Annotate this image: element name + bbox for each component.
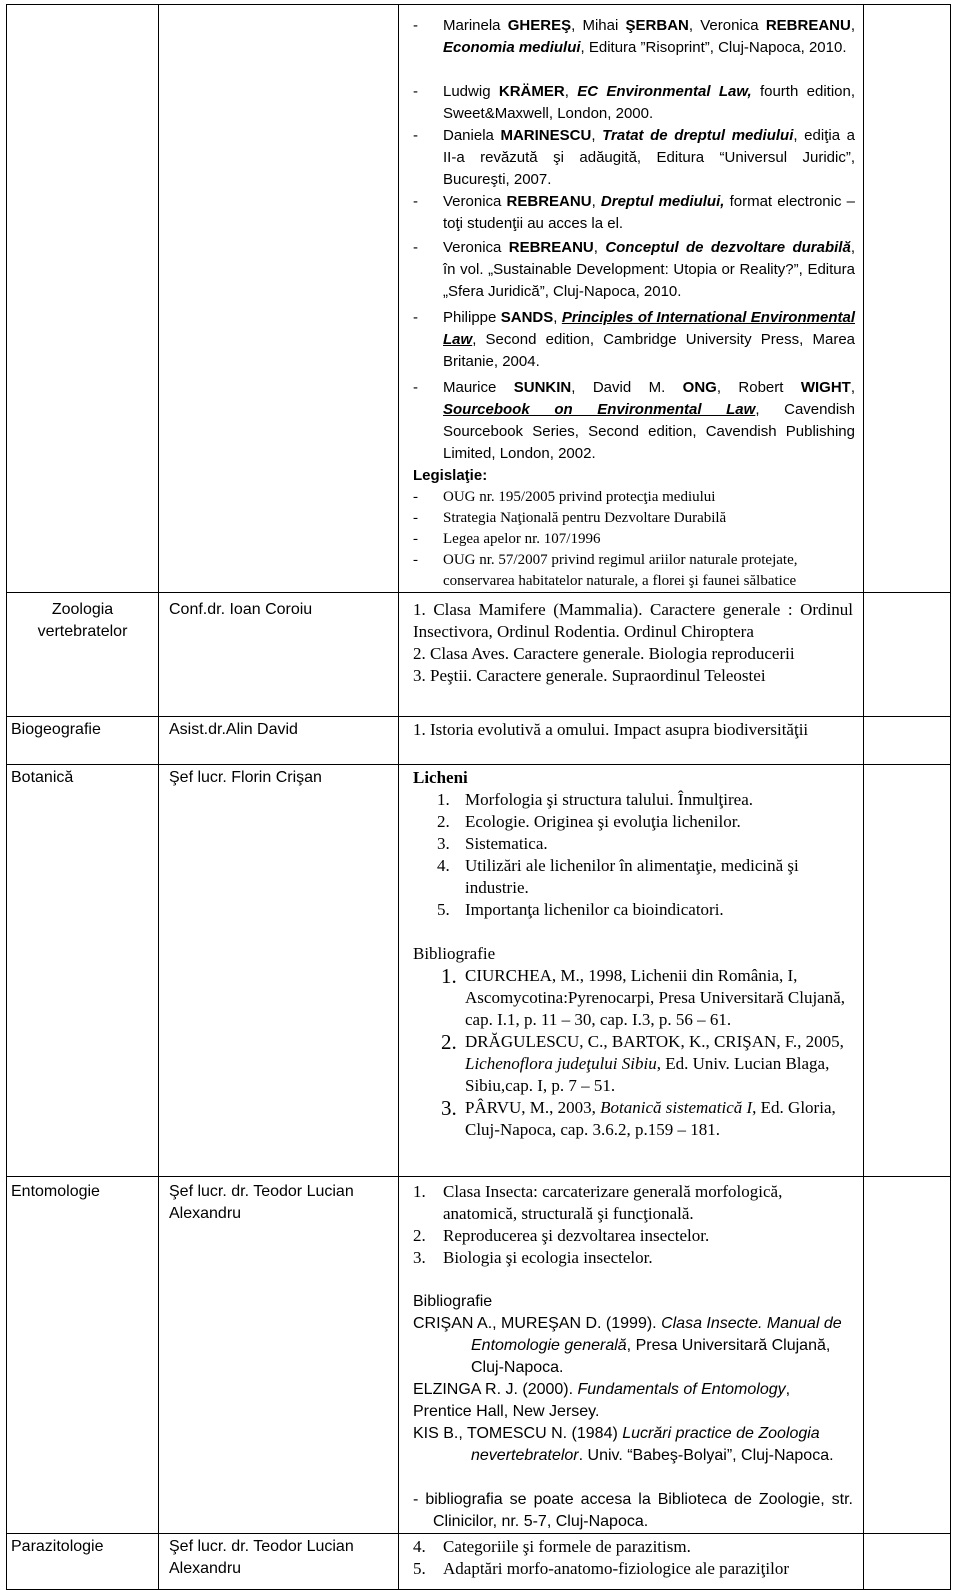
discipline-cell — [7, 1534, 159, 1590]
content-cell — [399, 765, 864, 1177]
legislation-item: - Strategia Naţională pentru Dezvoltare Durabilă — [399, 508, 853, 529]
discipline-cell — [7, 593, 159, 717]
list-item: 2. Ecologie. Originea şi evoluţia lichenilor. — [437, 812, 741, 831]
list-item: 4. Utilizări ale lichenilor în alimentaţie, medicină şi industrie. — [437, 856, 799, 897]
empty-cell — [864, 5, 951, 593]
table-row-parazitologie — [7, 1534, 951, 1590]
teacher-cell — [159, 593, 399, 717]
teacher-name: Şef lucr. dr. Teodor Lucian Alexandru — [169, 1183, 354, 1222]
discipline-cell — [7, 717, 159, 765]
discipline-cell — [7, 5, 159, 593]
list-item: 5. Adaptări morfo-anatomo-fiziologice ale paraziţilor — [413, 1559, 789, 1578]
bibliography-item: 1. CIURCHEA, M., 1998, Lichenii din România, I, Ascomycotina:Pyrenocarpi, Presa Universitară Clujană, cap. I.1, p. 11 – 30, cap. I.3, p. 56 – 61. — [441, 964, 846, 1029]
empty-cell — [864, 593, 951, 717]
teacher-name: Şef lucr. Florin Crişan — [169, 769, 322, 786]
legislation-item: - OUG nr. 57/2007 privind regimul ariilor naturale protejate, conservarea habitatelor naturale, a florei şi faunei sălbatice — [399, 550, 853, 592]
teacher-name: Conf.dr. Ioan Coroiu — [169, 601, 313, 618]
teacher-cell — [159, 1177, 399, 1534]
discipline-name: Biogeografie — [11, 721, 101, 738]
reference-item: - Ludwig KRÄMER, EC Environmental Law, fourth edition, Sweet&Maxwell, London, 2000. — [399, 81, 863, 125]
bibliography-item: 3. PÂRVU, M., 2003, Botanică sistematică I, Ed. Gloria, Cluj-Napoca, cap. 3.6.2, p.159 – 181. — [441, 1096, 836, 1139]
list-item: 2. Reproducerea şi dezvoltarea insectelor. — [413, 1226, 710, 1245]
legislation-item: - OUG nr. 195/2005 privind protecţia mediului — [399, 487, 853, 508]
list-item: 3. Sistematica. — [437, 834, 548, 853]
section-heading: Licheni — [413, 768, 468, 787]
discipline-name: Entomologie — [11, 1183, 100, 1200]
teacher-name: Asist.dr.Alin David — [169, 721, 298, 738]
bibliography-item: KIS B., TOMESCU N. (1984) Lucrări practice de Zoologia nevertebratelor. Univ. “Babeş-Bolyai”, Cluj-Napoca. — [413, 1425, 834, 1464]
table-row-biogeografie — [7, 717, 951, 765]
discipline-name: Parazitologie — [11, 1538, 104, 1555]
reference-item: - Maurice SUNKIN, David M. ONG, Robert WIGHT, Sourcebook on Environmental Law, Cavendish Sourcebook Series, Second edition, Cavendish Publishing Limited, London, 2002. — [399, 377, 863, 465]
list-item: 1. Clasa Insecta: carcaterizare generală morfologică, anatomică, structurală şi funcţională. — [413, 1182, 783, 1223]
empty-cell — [864, 1534, 951, 1590]
teacher-cell — [159, 717, 399, 765]
table-row-zoologia — [7, 593, 951, 717]
content-cell — [399, 5, 864, 593]
syllabus-table — [6, 4, 951, 1590]
list-item: 3. Biologia şi ecologia insectelor. — [413, 1248, 653, 1267]
topic-line: 2. Clasa Aves. Caractere generale. Biologia reproducerii — [413, 644, 795, 663]
teacher-cell — [159, 1534, 399, 1590]
empty-cell — [864, 1177, 951, 1534]
discipline-cell — [7, 1177, 159, 1534]
content-cell — [399, 593, 864, 717]
topic-line: 3. Peştii. Caractere generale. Supraordinul Teleostei — [413, 666, 766, 685]
list-item: 5. Importanţa lichenilor ca bioindicatori. — [437, 900, 724, 919]
bibliography-title: Bibliografie — [413, 944, 496, 963]
teacher-cell — [159, 5, 399, 593]
content-cell — [399, 1177, 864, 1534]
teacher-cell — [159, 765, 399, 1177]
reference-item: - Marinela GHEREŞ, Mihai ŞERBAN, Veronica REBREANU, Economia mediului, Editura ”Risoprint”, Cluj-Napoca, 2010. — [399, 15, 863, 81]
bibliography-item: 2. DRĂGULESCU, C., BARTOK, K., CRIŞAN, F., 2005, Lichenoflora judeţului Sibiu, Ed. Univ. Lucian Blaga, Sibiu,cap. I, p. 7 – 51. — [441, 1030, 844, 1095]
bibliography-item: CRIŞAN A., MUREŞAN D. (1999). Clasa Insecte. Manual de Entomologie generală, Presa Universitară Clujană, Cluj-Napoca. — [413, 1315, 842, 1376]
reference-item: - Daniela MARINESCU, Tratat de dreptul mediului, ediţia a II-a revăzută şi adăugită, Editura “Universul Juridic”, Bucureşti, 2007. — [399, 125, 863, 191]
reference-item: - Veronica REBREANU, Dreptul mediului, format electronic – toţi studenţii au acces la el. — [399, 191, 863, 237]
library-note: - bibliografia se poate accesa la Biblioteca de Zoologie, str. Clinicilor, nr. 5-7, Cluj-Napoca. — [413, 1491, 853, 1530]
legislation-item: - Legea apelor nr. 107/1996 — [399, 529, 853, 550]
topic-line: 1. Clasa Mamifere (Mammalia). Caractere generale : Ordinul Insectivora, Ordinul Rodentia. Ordinul Chiroptera — [413, 600, 853, 641]
discipline-name: Zoologia vertebratelor — [37, 601, 128, 640]
content-cell — [399, 717, 864, 765]
empty-cell — [864, 765, 951, 1177]
table-row-environmental-law — [7, 5, 951, 593]
bibliography-title: Bibliografie — [413, 1293, 493, 1310]
table-row-entomologie — [7, 1177, 951, 1534]
empty-cell — [864, 717, 951, 765]
reference-item: - Veronica REBREANU, Conceptul de dezvoltare durabilă, în vol. „Sustainable Development: Utopia or Reality?”, Editura „Sfera Juridică”, Cluj-Napoca, 2010. — [399, 237, 863, 307]
discipline-name: Botanică — [11, 769, 74, 786]
reference-item: - Philippe SANDS, Principles of International Environmental Law, Second edition, Cambridge University Press, Marea Britanie, 2004. — [399, 307, 863, 377]
legislation-title: Legislaţie: — [413, 467, 488, 484]
teacher-name: Şef lucr. dr. Teodor Lucian Alexandru — [169, 1538, 354, 1577]
discipline-cell — [7, 765, 159, 1177]
table-row-botanica — [7, 765, 951, 1177]
bibliography-item: ELZINGA R. J. (2000). Fundamentals of Entomology, Prentice Hall, New Jersey. — [413, 1381, 791, 1420]
list-item: 4. Categoriile şi formele de parazitism. — [413, 1537, 691, 1556]
list-item: 1. Morfologia şi structura talului. Înmulţirea. — [437, 790, 753, 809]
topic-line: 1. Istoria evolutivă a omului. Impact asupra biodiversităţii — [413, 720, 809, 739]
content-cell — [399, 1534, 864, 1590]
